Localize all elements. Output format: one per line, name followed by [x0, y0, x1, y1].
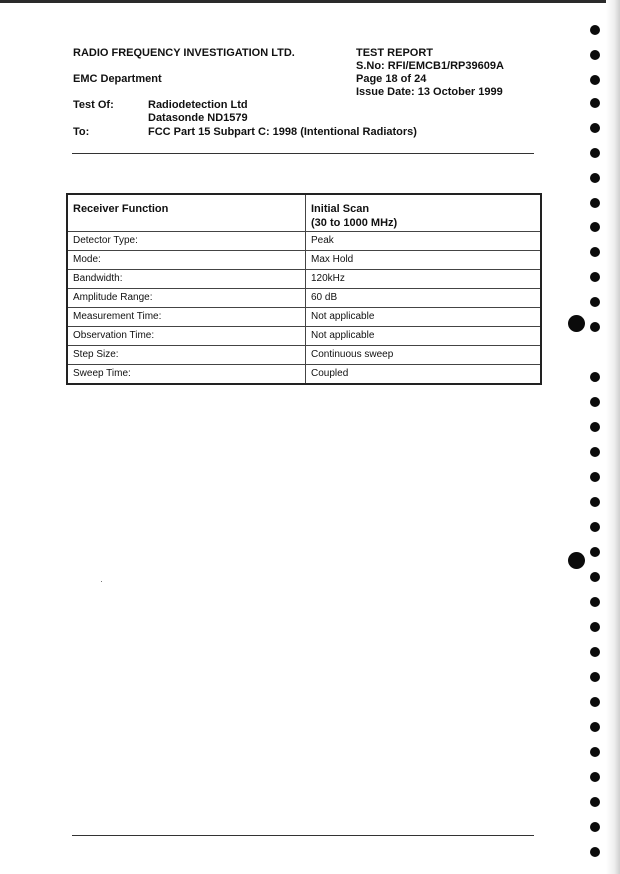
binder-hole [590, 75, 600, 85]
to-standard: FCC Part 15 Subpart C: 1998 (Intentional Radiators) [148, 126, 417, 138]
binder-hole [590, 497, 600, 507]
test-of-client: Radiodetection Ltd [148, 99, 248, 111]
binder-hole [590, 50, 600, 60]
binder-hole [590, 522, 600, 532]
binder-hole [590, 222, 600, 232]
table-row [67, 288, 541, 307]
table-row [67, 231, 541, 250]
row-label: Measurement Time: [67, 307, 306, 326]
binder-hole [590, 297, 600, 307]
binder-hole [590, 772, 600, 782]
header-divider [72, 153, 534, 154]
binder-hole [590, 272, 600, 282]
department-name: EMC Department [73, 73, 162, 85]
binder-hole [590, 247, 600, 257]
scan-speck [101, 581, 102, 582]
table-row [67, 307, 541, 326]
row-value: Coupled [306, 364, 542, 384]
row-label: Bandwidth: [67, 269, 306, 288]
binder-hole [590, 397, 600, 407]
header-initial-scan-title: Initial Scan [311, 203, 370, 215]
company-name: RADIO FREQUENCY INVESTIGATION LTD. [73, 47, 295, 59]
binder-hole [590, 198, 600, 208]
binder-hole [590, 173, 600, 183]
binder-hole [590, 847, 600, 857]
header-receiver-function: Receiver Function [67, 194, 306, 231]
binder-hole [590, 822, 600, 832]
binder-hole [590, 672, 600, 682]
scan-top-edge [0, 0, 620, 3]
binder-holes [588, 20, 602, 870]
binder-hole [590, 25, 600, 35]
row-value: Continuous sweep [306, 345, 542, 364]
scan-right-edge [606, 0, 620, 874]
header-initial-scan-range: (30 to 1000 MHz) [311, 217, 398, 229]
footer-divider [72, 835, 534, 836]
row-label: Mode: [67, 250, 306, 269]
binder-hole [590, 123, 600, 133]
binder-hole [590, 722, 600, 732]
to-label: To: [73, 126, 90, 138]
binder-hole [590, 547, 600, 557]
binder-hole [590, 322, 600, 332]
binder-hole [590, 622, 600, 632]
row-label: Amplitude Range: [67, 288, 306, 307]
binder-hole [590, 697, 600, 707]
binder-hole [590, 597, 600, 607]
row-value: Not applicable [306, 326, 542, 345]
table-row [67, 345, 541, 364]
issue-date: Issue Date: 13 October 1999 [356, 86, 503, 98]
receiver-settings-table [66, 193, 542, 385]
test-of-label: Test Of: [73, 99, 114, 111]
row-label: Sweep Time: [67, 364, 306, 384]
binder-hole-large [568, 315, 585, 332]
binder-hole [590, 372, 600, 382]
report-title: TEST REPORT [356, 47, 434, 59]
row-value: Max Hold [306, 250, 542, 269]
row-value: 120kHz [306, 269, 542, 288]
report-serial: S.No: RFI/EMCB1/RP39609A [356, 60, 504, 72]
binder-hole [590, 797, 600, 807]
row-value: Not applicable [306, 307, 542, 326]
table-row [67, 364, 541, 384]
table-row [67, 269, 541, 288]
table-header-row [67, 194, 541, 231]
row-label: Observation Time: [67, 326, 306, 345]
binder-hole [590, 572, 600, 582]
row-value: Peak [306, 231, 542, 250]
binder-hole [590, 647, 600, 657]
page-number: Page 18 of 24 [356, 73, 427, 85]
table-row [67, 250, 541, 269]
table-row [67, 326, 541, 345]
header-initial-scan [306, 194, 542, 231]
row-value: 60 dB [306, 288, 542, 307]
binder-hole-large [568, 552, 585, 569]
test-of-product: Datasonde ND1579 [148, 112, 248, 124]
binder-hole [590, 422, 600, 432]
row-label: Detector Type: [67, 231, 306, 250]
binder-hole [590, 472, 600, 482]
binder-hole [590, 447, 600, 457]
binder-hole [590, 148, 600, 158]
binder-hole [590, 98, 600, 108]
row-label: Step Size: [67, 345, 306, 364]
binder-hole [590, 747, 600, 757]
